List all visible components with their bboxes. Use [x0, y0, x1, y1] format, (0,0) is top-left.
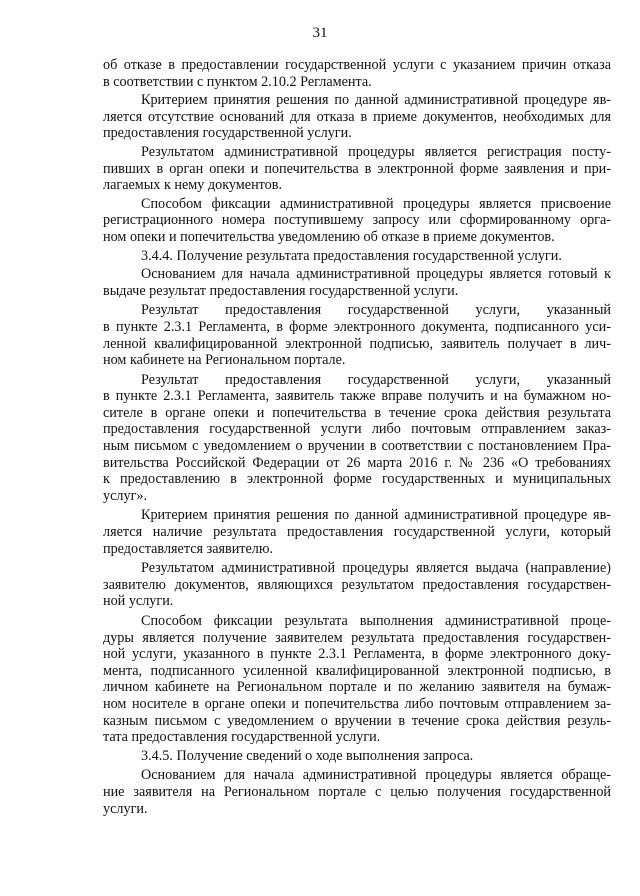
- text-line: 3.4.5. Получение сведений о ходе выполнения запроса.: [141, 747, 474, 764]
- text-line: ляется отсутствие оснований для отказа в приеме документов, необходимых для: [103, 108, 611, 125]
- paragraph: [103, 748, 611, 765]
- text-line: предоставляется заявителю.: [103, 540, 274, 557]
- text-line: регистрационного номера поступившему запросу или сформированному орга-: [103, 212, 611, 229]
- text-line: Основанием для начала административной процедуры является обраще-: [141, 767, 611, 784]
- text-line: казным письмом с уведомлением о вручении в течение срока действия резуль-: [103, 712, 611, 729]
- page-number: 31: [312, 25, 328, 41]
- text-line: ленной квалифицированной электронной подписью, заявитель получает в лич-: [103, 335, 611, 352]
- paragraph: [103, 767, 611, 817]
- paragraph: [103, 560, 611, 610]
- paragraph: [103, 144, 611, 194]
- paragraph: [103, 507, 611, 557]
- text-line: услуг».: [103, 487, 148, 504]
- paragraph: [103, 92, 611, 142]
- text-line: личном кабинете на Региональном портале и по желанию заявителя на бумаж-: [103, 679, 611, 696]
- text-line: вительства Российской Федерации от 26 марта 2016 г. № 236 «О требованиях: [103, 454, 611, 471]
- text-line: выдаче результат предоставления государственной услуги.: [103, 282, 459, 299]
- text-line: в соответствии с пунктом 2.10.2 Регламента.: [103, 73, 372, 90]
- text-line: ном носителе в органе опеки и попечительства либо почтовым отправлением за-: [103, 695, 611, 712]
- text-line: Способом фиксации административной процедуры является присвоение: [141, 195, 611, 212]
- text-line: ляется наличие результата предоставления государственной услуги, который: [103, 524, 611, 541]
- text-line: тата предоставления государственной услуги.: [103, 729, 381, 746]
- text-line: ние заявителя на Региональном портале с целью получения государственной: [103, 783, 611, 800]
- text-line: предоставления государственной услуги.: [103, 125, 352, 142]
- text-line: Результатом административной процедуры является выдача (направление): [141, 560, 611, 577]
- text-line: Способом фиксации результата выполнения административной проце-: [141, 613, 611, 629]
- paragraph: [103, 613, 611, 746]
- text-line: ным письмом с уведомлением о вручении в соответствии с постановлением Пра-: [103, 438, 611, 455]
- text-line: об отказе в предоставлении государственной услуги с указанием причин отказа: [103, 57, 611, 73]
- text-line: услуги.: [103, 800, 148, 817]
- text-line: Критерием принятия решения по данной административной процедуре яв-: [141, 92, 611, 109]
- text-line: к предоставлению в электронной форме государственных и муниципальных: [103, 471, 611, 488]
- paragraph: [103, 302, 611, 368]
- text-line: ном кабинете на Региональном портале.: [103, 352, 346, 369]
- text-line: предоставления государственной услуги либо почтовым отправлением заказ-: [103, 421, 611, 438]
- document-body: [103, 57, 611, 819]
- text-line: сителе в органе опеки и попечительства в течение срока действия результата: [103, 404, 611, 421]
- text-line: дуры является получение заявителем результата предоставления государствен-: [103, 629, 611, 646]
- text-line: пивших в орган опеки и попечительства в электронной форме заявления и при-: [103, 160, 611, 177]
- text-line: Основанием для начала административной процедуры является готовый к: [141, 266, 611, 283]
- text-line: лагаемых к нему документов.: [103, 177, 283, 194]
- text-line: ной услуги, указанного в пункте 2.3.1 Регламента, в форме электронного доку-: [103, 646, 611, 663]
- text-line: Критерием принятия решения по данной административной процедуре яв-: [141, 507, 611, 524]
- text-line: в пункте 2.3.1 Регламента, в форме электронного документа, подписанного уси-: [103, 318, 611, 335]
- text-line: мента, подписанного усиленной квалифицированной электронной подписью, в: [103, 662, 611, 679]
- paragraph: [103, 57, 611, 90]
- text-line: Результатом административной процедуры является регистрация посту-: [141, 143, 611, 160]
- paragraph: [103, 266, 611, 299]
- paragraph: [103, 196, 611, 246]
- text-line: ном опеки и попечительства уведомлению об отказе в приеме документов.: [103, 228, 555, 245]
- text-line: 3.4.4. Получение результата предоставления государственной услуги.: [141, 247, 562, 264]
- paragraph: [103, 372, 611, 505]
- text-line: ной услуги.: [103, 593, 174, 610]
- text-line: заявителю документов, являющихся результатом предоставления государствен-: [103, 576, 611, 593]
- text-line: в пункте 2.3.1 Регламента, заявитель также вправе получить и на бумажном но-: [103, 388, 611, 405]
- paragraph: [103, 248, 611, 265]
- text-line: Результат предоставления государственной услуги, указанный: [141, 371, 611, 388]
- text-line: Результат предоставления государственной услуги, указанный: [141, 302, 611, 319]
